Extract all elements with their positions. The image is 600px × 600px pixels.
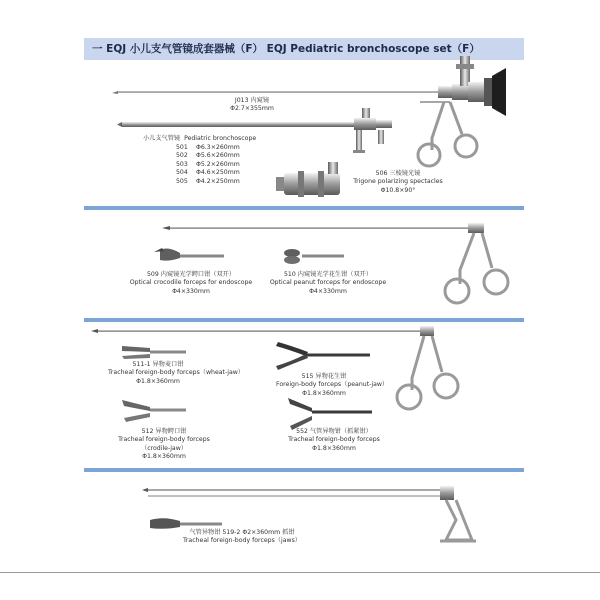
spectacles-code: 506 三棱镜光镜 bbox=[375, 170, 421, 177]
telescope-forceps-handle-image bbox=[418, 102, 477, 166]
bronchoscope-title bbox=[143, 135, 256, 143]
item-552-name: Tracheal foreign-body forceps bbox=[288, 436, 380, 444]
item-519-code: 气管异物钳 519-2 Φ2×360mm 抓钳 bbox=[189, 529, 295, 536]
variant-row: 504 Φ4.6×250mm bbox=[176, 169, 240, 177]
variant-row: 505 Φ4.2×250mm bbox=[176, 177, 240, 185]
item-519-name: Tracheal foreign-body forceps（jaws） bbox=[183, 537, 301, 545]
crodile-jaw-forceps-detail-image bbox=[122, 400, 186, 422]
item-511-caption bbox=[108, 361, 244, 386]
item-552-caption bbox=[284, 428, 384, 453]
item-511-code: 511-1 异物麦口钳 bbox=[132, 361, 184, 368]
peanut-jaw-detail-image bbox=[284, 249, 344, 264]
item-552-size: Φ1.8×360mm bbox=[312, 444, 356, 452]
crocodile-jaw-detail-image bbox=[154, 248, 224, 261]
item-512-name-2: （crodile-jaw） bbox=[141, 444, 187, 452]
variant-row: 501 Φ6.3×260mm bbox=[176, 144, 240, 151]
spectacles-size: Φ10.8×90° bbox=[380, 186, 416, 194]
telescope-j013-image bbox=[112, 56, 506, 116]
item-512-name-1: Tracheal foreign-body forceps bbox=[118, 436, 210, 444]
item-515-name: Foreign-body forceps（peanut-jaw） bbox=[276, 381, 389, 389]
item-511-name: Tracheal foreign-body forceps（wheat-jaw） bbox=[108, 369, 244, 377]
spectacles-caption bbox=[348, 170, 448, 195]
variant-row: 503 Φ5.2×260mm bbox=[176, 160, 240, 168]
item-509-caption bbox=[128, 271, 254, 296]
bronchoscope-title-en: Pediatric bronchoscope bbox=[184, 135, 257, 142]
item-511-size: Φ1.8×360mm bbox=[136, 377, 180, 385]
wheat-jaw-detail-image bbox=[122, 346, 186, 359]
trigone-spectacles-image bbox=[276, 162, 340, 197]
telescope-caption bbox=[222, 97, 282, 114]
telescope-size: Φ2.7×355mm bbox=[230, 105, 274, 113]
bronchoscope-variant-list bbox=[176, 144, 240, 186]
item-512-code: 512 异物鳄口钳 bbox=[141, 428, 187, 435]
item-512-size: Φ1.8×360mm bbox=[142, 453, 186, 461]
grasping-forceps-detail-image bbox=[288, 398, 372, 430]
item-510-caption bbox=[268, 271, 388, 296]
variant-row: 502 Φ5.6×260mm bbox=[176, 152, 240, 160]
item-519-caption bbox=[172, 529, 312, 546]
item-515-caption bbox=[276, 373, 389, 398]
spectacles-name: Trigone polarizing spectacles bbox=[353, 178, 443, 186]
jaws-detail-image bbox=[150, 518, 222, 529]
item-552-code: 552 气管异物钳（抓紧钳） bbox=[296, 428, 372, 435]
bronchoscope-title-cn: 小儿支气管镜 bbox=[143, 135, 181, 142]
item-515-size: Φ1.8×360mm bbox=[302, 389, 346, 397]
peanut-forceps-detail-image bbox=[276, 342, 370, 370]
item-515-code: 515 异物花生钳 bbox=[301, 373, 347, 380]
item-509-name: Optical crocodile forceps for endoscope bbox=[129, 279, 253, 287]
item-510-code: 510 内窥镜光学花生钳（双开） bbox=[283, 271, 373, 278]
item-509-size: Φ4×330mm bbox=[172, 287, 210, 295]
pediatric-bronchoscope-image bbox=[117, 108, 392, 153]
page-title: 一 EQJ 小儿支气管镜成套器械（F） EQJ Pediatric bronchoscope set（F） bbox=[92, 43, 480, 55]
item-510-name: Optical peanut forceps for endoscope bbox=[269, 279, 387, 287]
telescope-code: J013 内窥镜 bbox=[234, 97, 270, 104]
item-512-caption bbox=[116, 428, 212, 462]
item-510-size: Φ4×330mm bbox=[309, 287, 347, 295]
item-509-code: 509 内窥镜光学鳄口钳（双开） bbox=[146, 271, 236, 278]
